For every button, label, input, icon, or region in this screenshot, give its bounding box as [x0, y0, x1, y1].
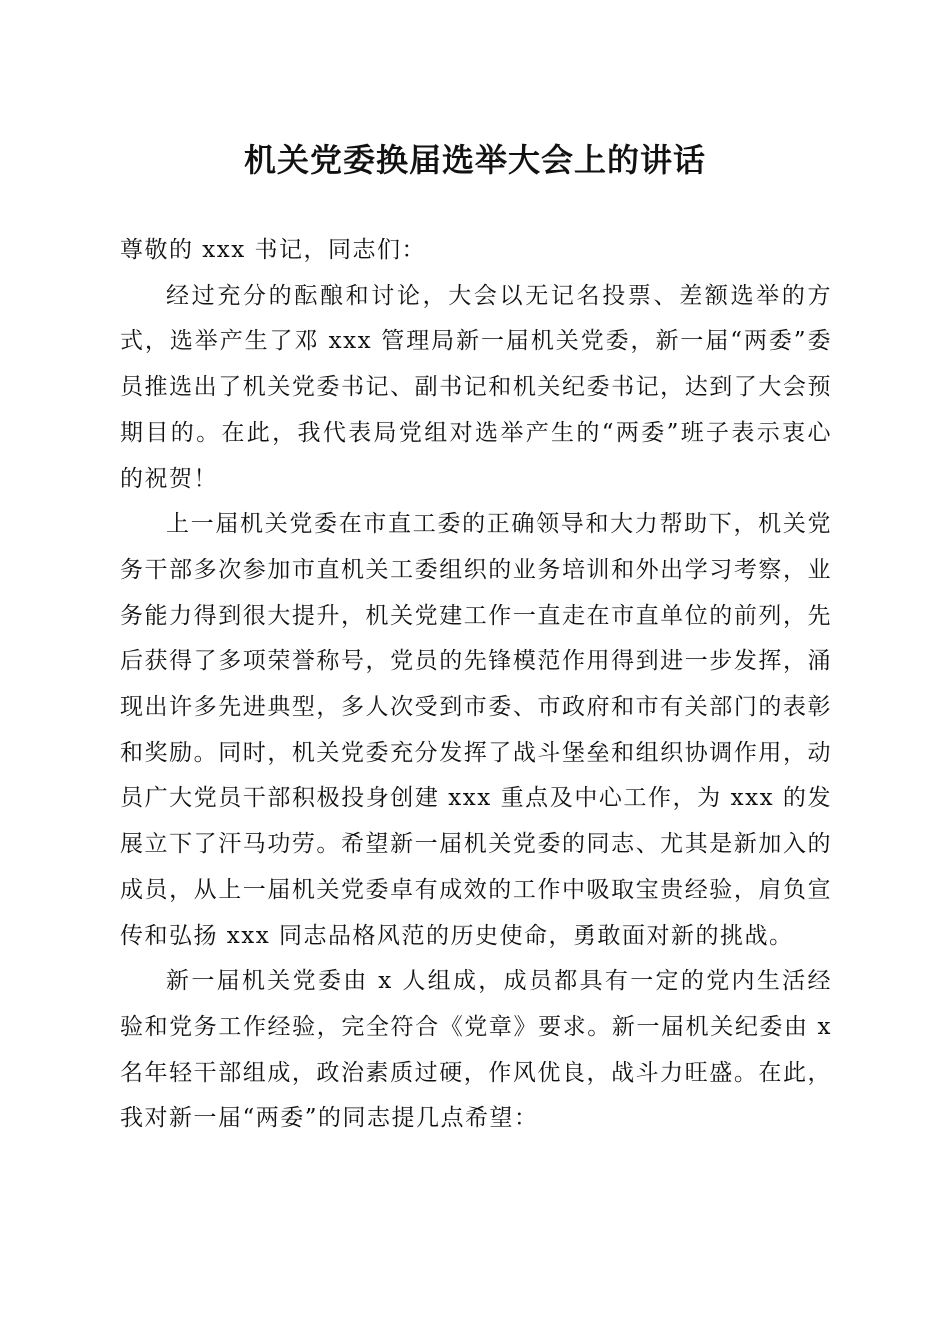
- salutation: 尊敬的 xxx 书记，同志们：: [120, 237, 427, 263]
- paragraph-1: 经过充分的酝酿和讨论，大会以无记名投票、差额选举的方式，选举产生了邓 xxx 管理局新一届机关党委，新一届“两委”委员推选出了机关党委书记、副书记和机关纪委书记，达到了大会预期目的。在此，我代表局党组对选举产生的“两委”班子表示衷心的祝贺！: [120, 282, 832, 492]
- document-body: [120, 228, 832, 1142]
- paragraph-3: 新一届机关党委由 x 人组成，成员都具有一定的党内生活经验和党务工作经验，完全符合《党章》要求。新一届机关纪委由 x 名年轻干部组成，政治素质过硬，作风优良，战斗力旺盛。在此，我对新一届“两委”的同志提几点希望：: [120, 968, 832, 1132]
- paragraph-2: 上一届机关党委在市直工委的正确领导和大力帮助下，机关党务干部多次参加市直机关工委组织的业务培训和外出学习考察，业务能力得到很大提升，机关党建工作一直走在市直单位的前列，先后获得了多项荣誉称号，党员的先锋模范作用得到进一步发挥，涌现出许多先进典型，多人次受到市委、市政府和市有关部门的表彰和奖励。同时，机关党委充分发挥了战斗堡垒和组织协调作用，动员广大党员干部积极投身创建 xxx 重点及中心工作，为 xxx 的发展立下了汗马功劳。希望新一届机关党委的同志、尤其是新加入的成员，从上一届机关党委卓有成效的工作中吸取宝贵经验，肩负宣传和弘扬 xxx 同志品格风范的历史使命，勇敢面对新的挑战。: [120, 511, 832, 949]
- document-title: 机关党委换届选举大会上的讲话: [243, 141, 706, 179]
